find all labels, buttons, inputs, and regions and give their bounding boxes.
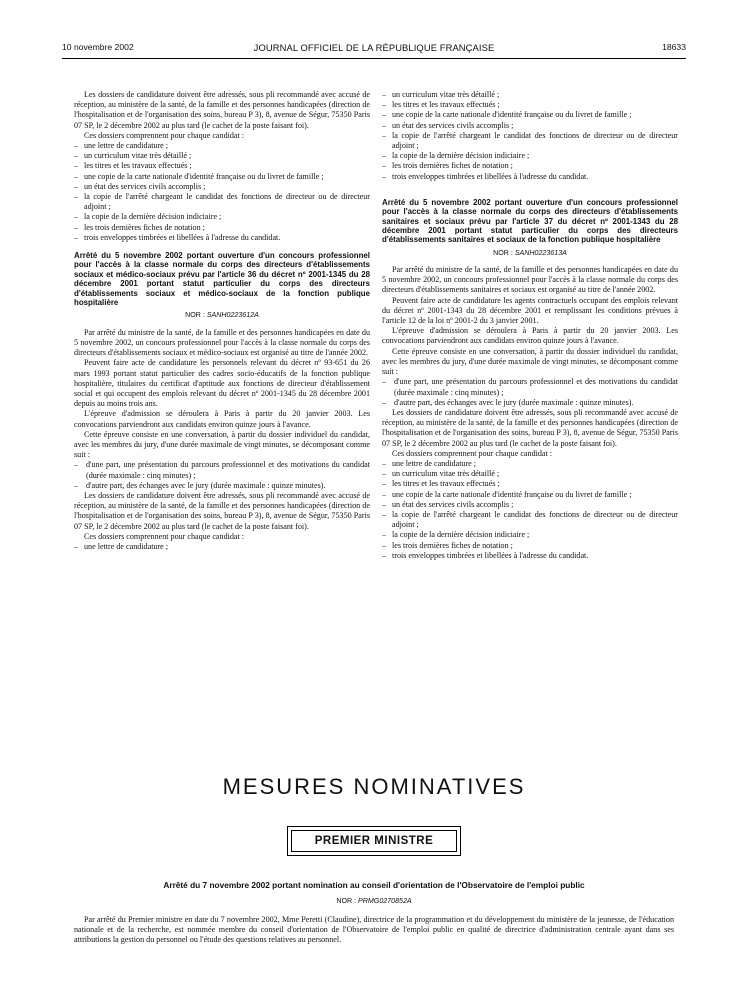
list-item: – un curriculum vitae très détaillé ; — [382, 90, 678, 100]
list-item: – un curriculum vitae très détaillé ; — [74, 151, 370, 161]
nor-label: NOR : — [336, 897, 357, 905]
arrete-title: Arrêté du 5 novembre 2002 portant ouverture d'un concours professionnel pour l'accès à la classe normale du corps des directeurs d'établissements sociaux et médico-sociaux prévu par l'article 36 du décret nº 2001-1345 du 28 décembre 2001 portant statut particulier du corps des directeurs d'établissements sociaux et médico-sociaux de la fonction publique hospitalière — [74, 251, 370, 308]
body-paragraph: Peuvent faire acte de candidature les agents contractuels occupant des emplois relevant du décret nº 2001-1343 du 28 décembre 2001 et remplissant les conditions prévues à l'article 12 de la loi nº 2001-2 du 3 janvier 2001. — [382, 295, 678, 326]
body-paragraph: Les dossiers de candidature doivent être adressés, sous pli recommandé avec accusé de réception, au ministère de la santé, de la famille et des personnes handicapées (direction de l'hospitalisation et de l'organisation des soins, bureau P 3), 8, avenue de Ségur, 75350 Paris 07 SP, le 2 décembre 2002 au plus tard (le cachet de la poste faisant foi). — [74, 490, 370, 531]
list-item: – les titres et les travaux effectués ; — [74, 161, 370, 171]
epreuve-list — [382, 377, 678, 408]
right-column — [382, 90, 678, 561]
list-item: – la copie de la dernière décision indiciaire ; — [74, 212, 370, 222]
list-item: – la copie de la dernière décision indiciaire ; — [382, 530, 678, 540]
body-paragraph: Par arrêté du ministre de la santé, de la famille et des personnes handicapées en date du 5 novembre 2002, un concours professionnel pour l'accès à la classe normale du corps des directeurs d'établissements sanitaires et sociaux est organisé au titre de l'année 2002. — [382, 265, 678, 295]
list-item: – les trois dernières fiches de notation ; — [74, 223, 370, 233]
list-item: – un curriculum vitae très détaillé ; — [382, 469, 678, 479]
list-item: – une copie de la carte nationale d'identité française ou du livret de famille ; — [382, 490, 678, 500]
dossier-intro: Ces dossiers comprennent pour chaque candidat : — [84, 130, 245, 140]
dossier-list — [382, 459, 678, 561]
list-item: – d'une part, une présentation du parcours professionnel et des motivations du candidat (durée maximale : cinq minutes) ; — [74, 460, 370, 480]
ministry-box — [287, 826, 461, 856]
list-item: – une copie de la carte nationale d'identité française ou du livret de famille ; — [382, 110, 678, 120]
list-item: – trois enveloppes timbrées et libellées à l'adresse du candidat. — [382, 551, 678, 561]
nor-code: PRMG0270852A — [358, 897, 412, 905]
list-item: – une lettre de candidature ; — [382, 459, 678, 469]
list-item: – trois enveloppes timbrées et libellées à l'adresse du candidat. — [74, 233, 370, 243]
nor-reference — [0, 897, 748, 905]
list-item: – une lettre de candidature ; — [74, 141, 370, 151]
list-item: – d'autre part, des échanges avec le jury (durée maximale : quinze minutes). — [382, 398, 678, 408]
page-number: 18633 — [662, 42, 686, 52]
body-paragraph: Par arrêté du Premier ministre en date du 7 novembre 2002, Mme Peretti (Claudine), directrice de la programmation et du développement du ministère de la jeunesse, de l'éducation nationale et de la recherche, est nommée membre du conseil d'orientation de l'Observatoire de l'emploi public en qualité de directrice d'administration centrale ayant dans ses attributions la gestion du personnel ou l'étude des questions relatives au personnel. — [74, 915, 674, 944]
list-item: – les trois dernières fiches de notation ; — [382, 541, 678, 551]
list-item: – d'autre part, des échanges avec le jury (durée maximale : quinze minutes). — [74, 481, 370, 491]
dossier-list-continued — [382, 90, 678, 182]
list-item: – trois enveloppes timbrées et libellées à l'adresse du candidat. — [382, 172, 678, 182]
body-paragraph: L'épreuve d'admission se déroulera à Paris à partir du 20 janvier 2003. Les convocations parviendront aux candidats environ quinze jours à l'avance. — [382, 326, 678, 346]
nor-label: NOR : — [493, 248, 513, 257]
list-item: – les trois dernières fiches de notation ; — [382, 161, 678, 171]
epreuve-list — [74, 460, 370, 491]
nor-reference — [74, 310, 370, 320]
list-item: – la copie de l'arrêté chargeant le candidat des fonctions de directeur ou de directeur adjoint ; — [382, 131, 678, 151]
list-item: – la copie de l'arrêté chargeant le candidat des fonctions de directeur ou de directeur adjoint ; — [382, 510, 678, 530]
dossier-list — [74, 542, 370, 552]
list-item: – un état des services civils accomplis ; — [382, 121, 678, 131]
list-item: – une copie de la carte nationale d'identité française ou du livret de famille ; — [74, 172, 370, 182]
list-item: – un état des services civils accomplis ; — [382, 500, 678, 510]
arrete-title: Arrêté du 5 novembre 2002 portant ouverture d'un concours professionnel pour l'accès à la classe normale du corps des directeurs d'établissements sanitaires et sociaux prévu par l'article 37 du décret nº 2001-1343 du 28 décembre 2001 portant statut particulier du corps des directeurs d'établissements sanitaires et sociaux de la fonction publique hospitalière — [382, 197, 678, 245]
dossier-intro: Ces dossiers comprennent pour chaque candidat : — [392, 448, 553, 458]
body-paragraph: L'épreuve d'admission se déroulera à Paris à partir du 20 janvier 2003. Les convocations parviendront aux candidats environ quinze jours à l'avance. — [74, 409, 370, 429]
left-column — [74, 90, 370, 552]
arrete-title: Arrêté du 7 novembre 2002 portant nomination au conseil d'orientation de l'Observatoire de l'emploi public — [163, 880, 585, 890]
nor-code: SANH0223612A — [206, 311, 259, 320]
list-item: – une lettre de candidature ; — [74, 542, 370, 552]
header-date: 10 novembre 2002 — [62, 42, 134, 52]
body-paragraph: Peuvent faire acte de candidature les personnels relevant du décret nº 93-651 du 26 mars 1993 portant statut particulier des cadres socio-éducatifs de la fonction publique hospitalière, titulaires du certificat d'aptitude aux fonctions de directeur d'établissement social et qui occupent des emplois relevant du décret nº 2001-1345 du 28 décembre 2001 depuis au moins trois ans. — [74, 358, 370, 409]
dossier-list — [74, 141, 370, 243]
header-rule — [62, 58, 686, 59]
dossier-address-para: Les dossiers de candidature doivent être adressés, sous pli recommandé avec accusé de réception, au ministère de la santé, de la famille et des personnes handicapées (direction de l'hospitalisation et de l'organisation des soins, bureau P 3), 8, avenue de Ségur, 75350 Paris 07 SP, le 2 décembre 2002 au plus tard (le cachet de la poste faisant foi). — [74, 90, 370, 130]
page-header — [62, 42, 686, 56]
list-item: – la copie de l'arrêté chargeant le candidat des fonctions de directeur ou de directeur adjoint ; — [74, 192, 370, 212]
nor-code: SANH0223613A — [514, 248, 567, 257]
list-item: – d'une part, une présentation du parcours professionnel et des motivations du candidat (durée maximale : cinq minutes) ; — [382, 377, 678, 397]
dossier-intro: Ces dossiers comprennent pour chaque candidat : — [84, 531, 245, 541]
list-item: – la copie de la dernière décision indiciaire ; — [382, 151, 678, 161]
ministry-label: PREMIER MINISTRE — [291, 830, 457, 852]
body-paragraph: Cette épreuve consiste en une conversation, à partir du dossier individuel du candidat, avec les membres du jury, d'une durée maximale de vingt minutes, se décomposant comme suit : — [74, 429, 370, 460]
body-paragraph: Les dossiers de candidature doivent être adressés, sous pli recommandé avec accusé de réception, au ministère de la santé, de la famille et des personnes handicapées (direction de l'hospitalisation et de l'organisation des soins, bureau P 3), 8, avenue de Ségur, 75350 Paris 07 SP, le 2 décembre 2002 au plus tard (le cachet de la poste faisant foi). — [382, 407, 678, 448]
nor-reference — [382, 248, 678, 258]
list-item: – un état des services civils accomplis ; — [74, 182, 370, 192]
body-paragraph: Cette épreuve consiste en une conversation, à partir du dossier individuel du candidat, avec les membres du jury, d'une durée maximale de vingt minutes, se décomposant comme suit : — [382, 346, 678, 377]
body-paragraph: Par arrêté du ministre de la santé, de la famille et des personnes handicapées en date du 5 novembre 2002, un concours professionnel pour l'accès à la classe normale du corps des directeurs d'établissements sociaux et médico-sociaux est organisé au titre de l'année 2002. — [74, 327, 370, 358]
list-item: – les titres et les travaux effectués ; — [382, 479, 678, 489]
nor-label: NOR : — [185, 311, 205, 320]
section-heading: MESURES NOMINATIVES — [222, 774, 526, 799]
list-item: – les titres et les travaux effectués ; — [382, 100, 678, 110]
journal-title: JOURNAL OFFICIEL DE LA RÉPUBLIQUE FRANÇAISE — [253, 42, 495, 53]
